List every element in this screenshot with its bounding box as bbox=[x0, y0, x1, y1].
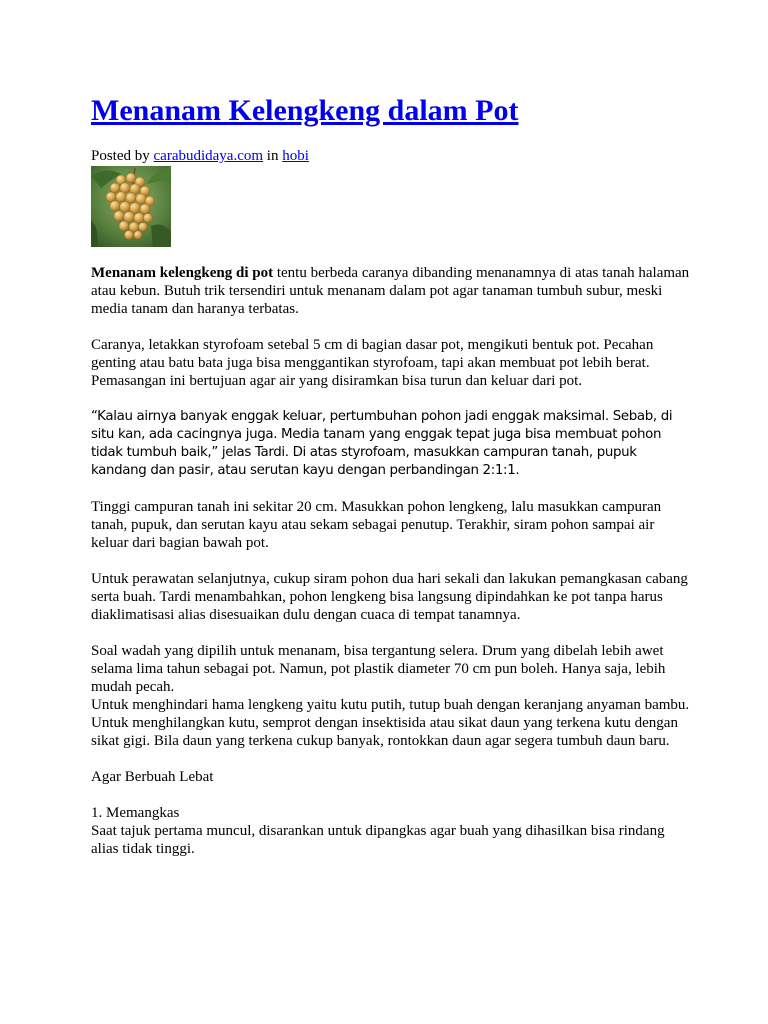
category-link[interactable]: hobi bbox=[282, 148, 309, 164]
paragraph bbox=[91, 264, 691, 318]
longan-thumbnail-image bbox=[91, 166, 171, 247]
article-body bbox=[91, 264, 691, 876]
section-heading: Agar Berbuah Lebat bbox=[91, 769, 214, 785]
quote-paragraph: “Kalau airnya banyak enggak keluar, pertumbuhan pohon jadi enggak maksimal. Sebab, di situ kan, ada cacingnya juga. Media tanam yang enggak tepat juga bisa membuat pohon tidak tumbuh baik,” jelas Tardi. Di atas styrofoam, masukkan campuran tanah, pupuk kandang dan pasir, atau serutan kayu dengan perbandingan 2:1:1. bbox=[91, 409, 673, 478]
paragraph: Soal wadah yang dipilih untuk menanam, bisa tergantung selera. Drum yang dibelah lebih awet selama lima tahun sebagai pot. Namun, pot plastik diameter 70 cm pun boleh. Hanya saja, lebih mudah pecah. bbox=[91, 643, 666, 695]
paragraph: Saat tajuk pertama muncul, disarankan untuk dipangkas agar buah yang dihasilkan bisa rindang alias tidak tinggi. bbox=[91, 823, 665, 857]
paragraph: Untuk perawatan selanjutnya, cukup siram pohon dua hari sekali dan lakukan pemangkasan cabang serta buah. Tardi menambahkan, pohon lengkeng bisa langsung dipindahkan ke pot tanpa harus diaklimatisasi alias disesuaikan dulu dengan cuaca di tempat tanamnya. bbox=[91, 571, 688, 623]
byline bbox=[91, 147, 309, 166]
list-item-heading: 1. Memangkas bbox=[91, 805, 180, 821]
paragraph: Caranya, letakkan styrofoam setebal 5 cm di bagian dasar pot, mengikuti bentuk pot. Pecahan genting atau batu bata juga bisa menggantikan styrofoam, tapi akan membuat pot lebih berat. Pemasangan ini bertujuan agar air yang disiramkan bisa turun dan keluar dari pot. bbox=[91, 337, 654, 389]
byline-posted-by: Posted by bbox=[91, 148, 150, 164]
lead-bold-text: Menanam kelengkeng di pot bbox=[91, 265, 274, 281]
paragraph: Untuk menghindari hama lengkeng yaitu kutu putih, tutup buah dengan keranjang anyaman bambu. Untuk menghilangkan kutu, semprot dengan insektisida atau sikat daun yang terkena kutu dengan sikat gigi. Bila daun yang terkena cukup banyak, rontokkan daun agar segera tumbuh daun baru. bbox=[91, 697, 690, 749]
article-title-link[interactable]: Menanam Kelengkeng dalam Pot bbox=[91, 94, 519, 127]
article-title bbox=[91, 93, 519, 129]
author-link[interactable]: carabudidaya.com bbox=[153, 148, 264, 164]
paragraph-text: tentu berbeda caranya dibanding menanamnya di atas tanah halaman atau kebun. Butuh trik tersendiri untuk menanam dalam pot agar tanaman tumbuh subur, meski media tanam dan haranya terbatas. bbox=[91, 265, 690, 317]
byline-in: in bbox=[266, 148, 279, 164]
paragraph: Tinggi campuran tanah ini sekitar 20 cm. Masukkan pohon lengkeng, lalu masukkan campuran tanah, pupuk, dan serutan kayu atau sekam sebagai penutup. Terakhir, siram pohon sampai air keluar dari bagian bawah pot. bbox=[91, 499, 662, 551]
